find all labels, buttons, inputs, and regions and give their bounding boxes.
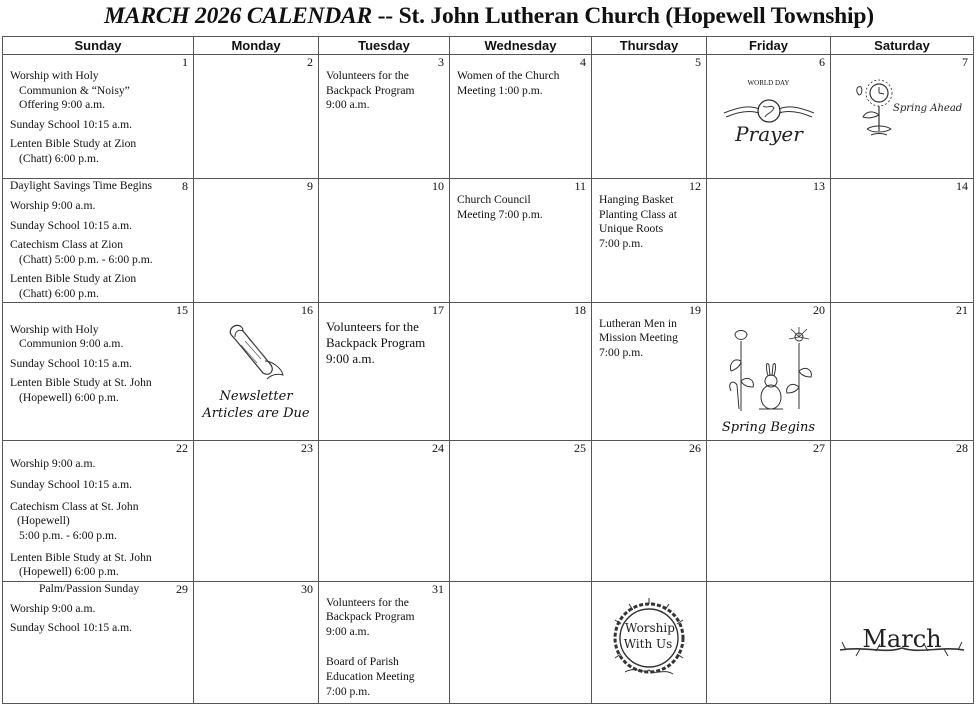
event-line: Women of the Church (457, 69, 560, 82)
day-number: 31 (432, 581, 444, 596)
day-cell-17 (319, 302, 450, 440)
event-line: Board of Parish (326, 655, 399, 669)
calendar-grid (2, 36, 974, 704)
event-line: Lenten Bible Study at Zion (10, 272, 137, 286)
event-line: Lenten Bible Study at St. John (10, 550, 152, 564)
weekday-tuesday: Tuesday (319, 37, 450, 55)
day-cell-18 (450, 302, 592, 440)
day-number: 19 (689, 302, 701, 317)
newsletter-art (194, 321, 318, 422)
day-cell-3 (319, 55, 450, 179)
day-cell-21 (831, 302, 974, 440)
day-events (450, 55, 591, 98)
event-line: Worship with Holy (10, 322, 99, 336)
day-top-line: Daylight Savings Time Begins (10, 179, 153, 192)
day-events (3, 303, 193, 406)
event-line: Church Council (457, 193, 531, 206)
day-cell-14 (831, 179, 974, 303)
weekday-sunday: Sunday (3, 37, 194, 55)
day-cell-30 (194, 581, 319, 703)
day-cell-15 (3, 302, 194, 440)
event-line: 7:00 p.m. (599, 236, 644, 250)
event-line: Worship 9:00 a.m. (10, 199, 96, 212)
week-row (3, 581, 974, 703)
day-number: 15 (176, 302, 188, 317)
newsletter-due-text: Newsletter Articles are Due (202, 388, 310, 421)
scroll-icon (221, 321, 291, 383)
with-us-word: With Us (623, 636, 673, 651)
day-cell-8 (3, 179, 194, 303)
week-row (3, 302, 974, 440)
day-number: 2 (307, 55, 313, 69)
event-line: Sunday School 10:15 a.m. (10, 356, 133, 370)
day-events (319, 55, 449, 113)
event-line: Lenten Bible Study at St. John (10, 376, 152, 390)
event-line: Backpack Program (326, 610, 415, 624)
event-line: Sunday School 10:15 a.m. (10, 117, 133, 131)
day-number: 11 (574, 179, 586, 193)
day-cell-4 (450, 55, 592, 179)
event-line: (Hopewell) (17, 514, 70, 528)
event-line: Volunteers for the (326, 69, 409, 82)
day-number: 8 (182, 179, 188, 193)
day-cell-29 (3, 581, 194, 703)
event-line: Education Meeting (326, 669, 415, 683)
day-number: 28 (956, 440, 968, 455)
flowers-bunny-icon (719, 321, 819, 417)
calendar-title (0, 3, 978, 30)
week-row (3, 179, 974, 303)
day-number: 20 (813, 302, 825, 317)
worship-word: Worship (625, 620, 675, 635)
day-number: 3 (438, 55, 444, 69)
thorn-branch-icon (836, 618, 968, 668)
day-cell-16 (194, 302, 319, 440)
day-number: 4 (580, 55, 586, 69)
march-banner-art (831, 618, 973, 673)
day-cell-24 (319, 440, 450, 581)
event-line: 7:00 p.m. (599, 345, 644, 359)
title-month: MARCH 2026 CALENDAR (104, 3, 372, 29)
event-line: 5:00 p.m. - 6:00 p.m. (19, 528, 117, 542)
event-line: Communion & “Noisy” (19, 83, 130, 97)
day-cell-6 (707, 55, 831, 179)
day-cell-19 (592, 302, 707, 440)
event-line: (Chatt) 6:00 p.m. (19, 286, 99, 300)
day-number: 7 (962, 55, 968, 69)
day-events (450, 179, 591, 222)
day-number: 24 (432, 440, 444, 455)
day-number: 1 (182, 55, 188, 69)
event-line: Sunday School 10:15 a.m. (10, 621, 133, 635)
day-cell-11 (450, 179, 592, 303)
event-line: 9:00 a.m. (326, 624, 370, 638)
day-number: 10 (432, 179, 444, 193)
day-cell-empty-wed (450, 581, 592, 703)
week-row (3, 55, 974, 179)
event-line: Volunteers for the (326, 318, 419, 334)
day-events (319, 582, 449, 700)
worship-with-us-art (592, 594, 706, 691)
day-cell-empty-thu (592, 581, 707, 703)
event-line: Worship 9:00 a.m. (10, 601, 96, 615)
weekday-saturday: Saturday (831, 37, 974, 55)
day-cell-23 (194, 440, 319, 581)
event-line: (Hopewell) 6:00 p.m. (19, 390, 119, 404)
day-number: 12 (689, 179, 701, 193)
event-line: Worship with Holy (10, 69, 99, 82)
day-cell-27 (707, 440, 831, 581)
day-number: 17 (432, 302, 444, 317)
event-line: Communion 9:00 a.m. (19, 337, 124, 351)
event-line: Hanging Basket (599, 193, 674, 206)
event-line: Lutheran Men in (599, 316, 677, 330)
event-line: 7:00 p.m. (326, 684, 371, 698)
event-line: Backpack Program (326, 83, 415, 97)
week-row (3, 440, 974, 581)
day-events (3, 179, 193, 302)
day-cell-empty-fri (707, 581, 831, 703)
event-line: (Chatt) 5:00 p.m. - 6:00 p.m. (19, 252, 153, 266)
day-number: 14 (956, 179, 968, 193)
event-line: Sunday School 10:15 a.m. (10, 478, 133, 492)
prayer-word: Prayer (734, 122, 803, 146)
day-events (319, 303, 449, 367)
event-line: Lenten Bible Study at Zion (10, 137, 137, 151)
day-number: 30 (301, 581, 313, 596)
world-day-of-prayer-art (707, 73, 830, 158)
day-cell-28 (831, 440, 974, 581)
title-church: -- St. John Lutheran Church (Hopewell Township) (371, 3, 874, 29)
weekday-thursday: Thursday (592, 37, 707, 55)
day-number: 25 (574, 440, 586, 455)
day-number: 5 (695, 55, 701, 69)
event-line: Unique Roots (599, 222, 664, 236)
day-cell-12 (592, 179, 707, 303)
spring-ahead-art (841, 73, 971, 148)
march-word: March (862, 624, 942, 653)
day-events (3, 55, 193, 167)
day-number: 22 (176, 440, 188, 455)
event-line: 9:00 a.m. (326, 98, 370, 112)
weekday-header (3, 37, 974, 55)
day-number: 27 (813, 440, 825, 455)
day-cell-31 (319, 581, 450, 703)
day-cell-5 (592, 55, 707, 179)
day-number: 16 (301, 302, 313, 317)
day-cell-26 (592, 440, 707, 581)
event-line: Sunday School 10:15 a.m. (10, 218, 133, 232)
event-line: Volunteers for the (326, 595, 409, 609)
spring-ahead-word: Spring Ahead (893, 103, 963, 114)
day-number: 29 (176, 581, 188, 596)
event-line: Meeting 7:00 p.m. (457, 207, 543, 221)
day-number: 6 (819, 55, 825, 69)
day-cell-20 (707, 302, 831, 440)
thorn-wreath-icon (607, 594, 691, 686)
event-line: Mission Meeting (599, 331, 678, 345)
weekday-wednesday: Wednesday (450, 37, 592, 55)
day-events (3, 441, 193, 580)
event-line: Backpack Program (326, 334, 426, 350)
spring-begins-text: Spring Begins (721, 419, 816, 435)
event-line: Catechism Class at Zion (10, 238, 124, 252)
event-line: Catechism Class at St. John (10, 499, 139, 513)
day-cell-7 (831, 55, 974, 179)
day-cell-1 (3, 55, 194, 179)
day-number: 13 (813, 179, 825, 193)
day-cell-25 (450, 440, 592, 581)
day-cell-13 (707, 179, 831, 303)
day-number: 18 (574, 302, 586, 317)
weekday-friday: Friday (707, 37, 831, 55)
day-cell-10 (319, 179, 450, 303)
world-day-text: WORLD DAY (747, 79, 790, 87)
event-line: Planting Class at (599, 207, 677, 221)
day-cell-2 (194, 55, 319, 179)
day-number: 26 (689, 440, 701, 455)
day-cell-9 (194, 179, 319, 303)
weekday-monday: Monday (194, 37, 319, 55)
day-top-line: Palm/Passion Sunday (39, 581, 140, 595)
day-number: 23 (301, 440, 313, 455)
event-line: (Chatt) 6:00 p.m. (19, 151, 99, 165)
clock-flower-icon (841, 73, 971, 143)
event-line: Meeting 1:00 p.m. (457, 83, 543, 97)
event-line: (Hopewell) 6:00 p.m. (19, 565, 119, 579)
event-line: Offering 9:00 a.m. (19, 98, 106, 112)
day-cell-empty-sat (831, 581, 974, 703)
day-number: 9 (307, 179, 313, 193)
event-line: 9:00 a.m. (326, 350, 375, 366)
event-line: Worship 9:00 a.m. (10, 456, 96, 470)
day-cell-22 (3, 440, 194, 581)
day-number: 21 (956, 302, 968, 317)
spring-begins-art (707, 321, 830, 435)
